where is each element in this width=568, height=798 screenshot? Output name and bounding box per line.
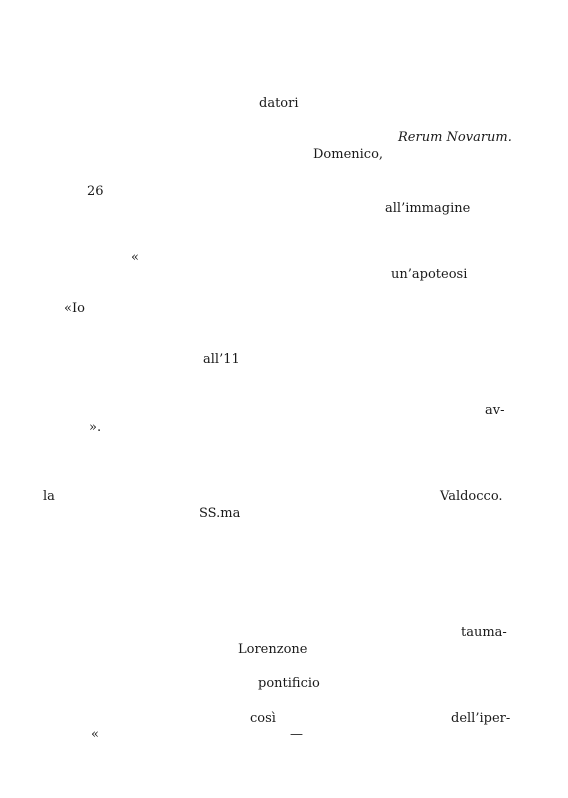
text-fragment: un’apoteosi [391,267,468,282]
text-fragment: Valdocco. [440,489,503,504]
text-fragment: pontificio [258,676,320,691]
text-fragment: datori [259,96,299,111]
text-fragment: « [91,727,99,742]
text-fragment: 26 [87,184,104,199]
text-fragment: la [43,489,55,504]
text-fragment: così [250,711,276,726]
text-fragment: ». [89,420,102,435]
text-fragment: av- [485,403,505,418]
text-fragment: « [131,250,139,265]
text-fragment: Domenico, [313,147,384,162]
text-fragment: all’11 [203,352,240,367]
text-fragment: «Io [64,301,85,316]
text-fragment: all’immagine [385,201,471,216]
text-fragment: Lorenzone [238,642,308,657]
text-fragment: dell’iper- [451,711,511,726]
text-fragment: SS.ma [199,506,241,521]
text-fragment: tauma- [461,625,507,640]
text-fragment-italic: Rerum Novarum. [398,130,512,145]
text-fragment: — [290,727,303,742]
